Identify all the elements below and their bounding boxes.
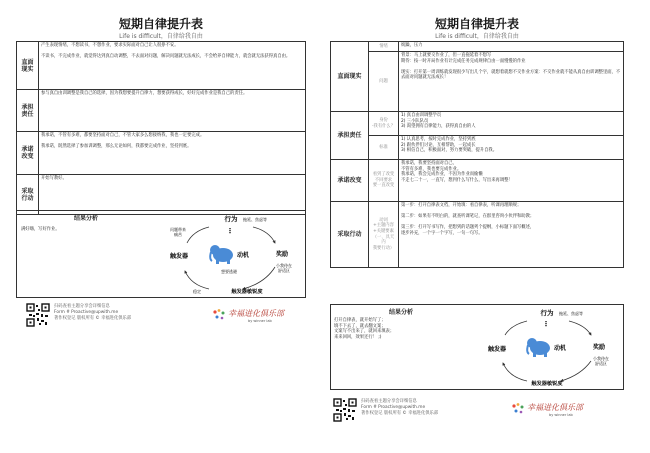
- row-content-take-responsibility[interactable]: 参与真自由训调整是我自己的选择，因为我想要提升自律力，想要获得成长，好好完成作业是我自己的责任。: [39, 90, 306, 132]
- cycle-sensitivity-label: 触发器敏锐度: [231, 289, 263, 295]
- cycle-reward-note: 小我待在舒适区: [593, 356, 609, 366]
- cycle-arrow: [253, 227, 275, 243]
- footer-line-1: 扫码查看主题分享会详细信息: [54, 304, 110, 309]
- qr-code-icon[interactable]: [26, 303, 50, 327]
- row-label-face-reality: 直面 现实: [17, 42, 39, 90]
- cycle-sensitivity-label: 触发器敏锐度: [531, 381, 563, 387]
- row-label-commit-change: 承诺改变: [331, 160, 369, 202]
- row-label-take-responsibility: 承担 责任: [17, 90, 39, 132]
- analysis-title: 结果分析: [73, 215, 98, 222]
- right-sheet: [327, 12, 627, 442]
- footer-info: [54, 304, 131, 321]
- cycle-trigger-label: 触发器: [487, 346, 507, 353]
- analysis-text[interactable]: 满好嗨，写好作业。: [21, 227, 60, 232]
- sub-label-emotion: 情绪: [369, 42, 399, 52]
- club-logo-sub: by winner lab: [248, 319, 272, 323]
- elephant-icon: [210, 245, 233, 264]
- club-logo-icon: [212, 308, 226, 322]
- row-content-commit-change[interactable]: 我承诺，我要坚持面对自己， 不管有多难，我也要完成作业。 我承诺，我会完成作业，不因为作业而偷懒 不走七二十一，一直写，想到什么写什么，写出来再调整！: [399, 160, 624, 202]
- row-label-take-action: 采取行动: [331, 202, 369, 268]
- left-sheet: [12, 12, 310, 442]
- cycle-want-note: 想要逃避: [221, 269, 237, 274]
- club-logo-icon: [511, 402, 525, 416]
- cycle-arrow: [569, 321, 591, 335]
- footer-line-2: Form # Proactive@upwith.me: [361, 404, 426, 410]
- cycle-dots: ⋮: [542, 320, 550, 328]
- table-row: [17, 132, 306, 175]
- row-content-problem[interactable]: 背景：马上就要交作业了，但一直拖延着不想写 期待：按一时开局作业有计完成任务完成规律自由一面慢慢的作业 现实：打开第一周训练就发现很少写出几个字，就想着就想不交作业方案：不交作业就不能从真自由训调整里面，不去面对问题就无法成长！: [399, 52, 624, 112]
- elephant-icon: [527, 338, 550, 357]
- club-logo: 幸福进化俱乐部: [228, 309, 284, 318]
- sheet-subtitle: Life is difficult，自律给我自由: [435, 33, 519, 40]
- qr-code-icon[interactable]: [333, 398, 357, 422]
- cycle-motive-label: 动机: [237, 252, 250, 259]
- table-row: [331, 112, 624, 136]
- result-analysis-box: [330, 304, 624, 390]
- cycle-arrow: [561, 361, 591, 381]
- sub-label-change: 看到了改变 不回要求 要一直改变: [369, 160, 399, 202]
- cycle-trigger-label: 触发器: [169, 253, 189, 260]
- cycle-arrow: [505, 321, 527, 335]
- footer-line-3: 著作权登记 版权所有 © 幸福进化俱乐部: [361, 410, 439, 416]
- row-content-take-action[interactable]: 第一步：打开自律表文档，开始填：看自律表，听课再理顺规； 第二步：如果有不明白的，就查听课笔记，在群里咨询小伙伴和助教； 第三步：打开写书写作，把想到的话题列个提纲，小标题下面写概述， 逐步补充，一个字一个字写，一句一句写。: [399, 202, 624, 268]
- cycle-action-note: 拖延、焦虑等: [559, 311, 583, 316]
- row-content-take-action[interactable]: 开始写教好。: [39, 175, 306, 215]
- sub-label-standard: 标准: [369, 136, 399, 160]
- table-row: [331, 42, 624, 52]
- cycle-reward-label: 奖励: [275, 251, 289, 258]
- cycle-reward-note: 小我待在舒适区: [276, 263, 292, 273]
- row-label-take-responsibility: 承担责任: [331, 112, 369, 160]
- cycle-reward-label: 奖励: [592, 344, 606, 351]
- sheet-title: 短期自律提升表: [118, 17, 203, 31]
- result-analysis-box: [16, 210, 306, 298]
- cycle-arrow: [503, 363, 527, 381]
- row-content-face-reality[interactable]: 产生表现情绪，不想读书，不想作业，要求实际面对自己让人很挣不安。 不读书，不完成作业，就觉得达到真自动调整，不去面对问题，解决问题就无法成长，不会给养自律能力，就会就无法获得真自由。: [39, 42, 306, 90]
- table-row: [331, 136, 624, 160]
- table-row: [17, 175, 306, 215]
- cycle-motive-label: 动机: [554, 345, 567, 352]
- row-label-face-reality: 直面现实: [331, 42, 369, 112]
- habit-cycle-diagram: [157, 211, 305, 297]
- cycle-action-label: 行为: [540, 309, 554, 317]
- row-label-commit-change: 承诺 改变: [17, 132, 39, 175]
- footer-line-2: Form # Proactive@upwith.me: [54, 309, 119, 315]
- table-row: [331, 160, 624, 202]
- row-content-identity[interactable]: 1) 真自由训调整学员 2) 三小队队员 3) 渴望拥有自律能力，获得真自由的人: [399, 112, 624, 136]
- table-row: [17, 90, 306, 132]
- club-logo: 幸福进化俱乐部: [527, 403, 583, 412]
- self-discipline-table: [330, 41, 624, 268]
- sub-label-problem: 问题: [369, 52, 399, 112]
- cycle-action-label: 行为: [224, 215, 238, 223]
- sub-label-action-hint: 动词 +主题内容 +关键要素 （一、具天 内 我要行动）: [369, 202, 399, 268]
- cycle-problem-note: 问题带来痛苦: [170, 227, 186, 237]
- cycle-arrow: [243, 267, 275, 289]
- self-discipline-table: [16, 41, 306, 215]
- row-content-emotion[interactable]: 烦躁，压力: [399, 42, 624, 52]
- footer-info: [361, 399, 438, 416]
- table-row: [331, 202, 624, 268]
- row-label-take-action: 采取 行动: [17, 175, 39, 215]
- footer-line-3: 著作权登记 版权所有 © 幸福进化俱乐部: [54, 315, 132, 321]
- row-content-standard[interactable]: 1) 认真思考，按时完成作业，坚持到底 2) 跟伙伴们讨论，互相帮助，一起成长 3) 相信自己，积极面对，努力要突破，提升自我。: [399, 136, 624, 160]
- sheet-title: 短期自律提升表: [434, 17, 519, 31]
- cycle-stable-label: 稳定: [193, 289, 201, 294]
- row-content-commit-change[interactable]: 我承诺，不管有多难，都要坚持面对自己，不管大家多么想接纳我，我也一定要完成。 我承诺，既然选择了参加训调整，那么无论如何，我都要完成作业，坚持到底。: [39, 132, 306, 175]
- cycle-action-note: 拖延、焦虑等: [243, 217, 267, 222]
- footer-line-1: 扫码查看主题分享会详细信息: [361, 399, 417, 404]
- analysis-title: 结果分析: [388, 309, 413, 316]
- sub-label-identity: 身份 -我有什么？: [369, 112, 399, 136]
- sheet-subtitle: Life is difficult，自律给我自由: [119, 33, 203, 40]
- club-logo-sub: by winner lab: [549, 413, 573, 417]
- cycle-arrow: [187, 227, 209, 243]
- table-row: [17, 42, 306, 90]
- table-row: [331, 52, 624, 112]
- cycle-dots: ⋮: [226, 227, 234, 235]
- analysis-text[interactable]: 打开自律表，就开始写了； 填不下去了，就去翻文案； 文案写不出来了，就回来填表； 来来回回，效果还行！ ;): [334, 318, 395, 340]
- habit-cycle-diagram: [473, 305, 623, 389]
- cycle-arrow: [185, 271, 209, 289]
